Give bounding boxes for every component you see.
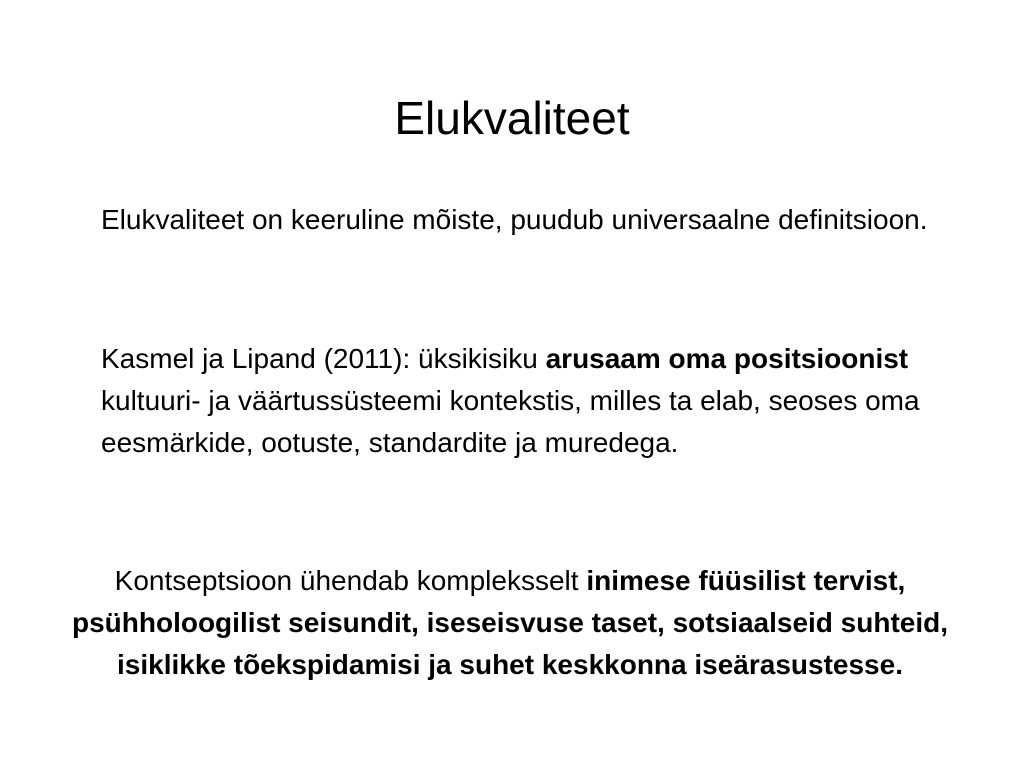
paragraph-concept-lead: Kontseptsioon ühendab kompleksselt — [114, 565, 587, 596]
slide-title: Elukvaliteet — [394, 92, 630, 144]
paragraph-definition — [101, 199, 981, 241]
paragraph-concept — [40, 560, 980, 686]
paragraph-kasmel-lipand — [101, 338, 981, 464]
paragraph-kasmel-lead: Kasmel ja Lipand (2011): üksikisiku — [101, 343, 546, 374]
paragraph-definition-text: Elukvaliteet on keeruline mõiste, puudub universaalne definitsioon. — [101, 204, 928, 235]
paragraph-kasmel-bold: arusaam oma positsioonist — [545, 343, 909, 374]
paragraph-kasmel-tail: kultuuri- ja väärtussüsteemi kontekstis, milles ta elab, seoses oma eesmärkide, ootuste, standardite ja muredega. — [101, 385, 920, 458]
paragraph-concept-bold: inimese füüsilist tervist, psühholoogilist seisundit, iseseisvuse taset, sotsiaalseid suhteid, isiklikke tõekspidamisi ja suhet keskkonna iseärasustesse. — [71, 565, 949, 680]
